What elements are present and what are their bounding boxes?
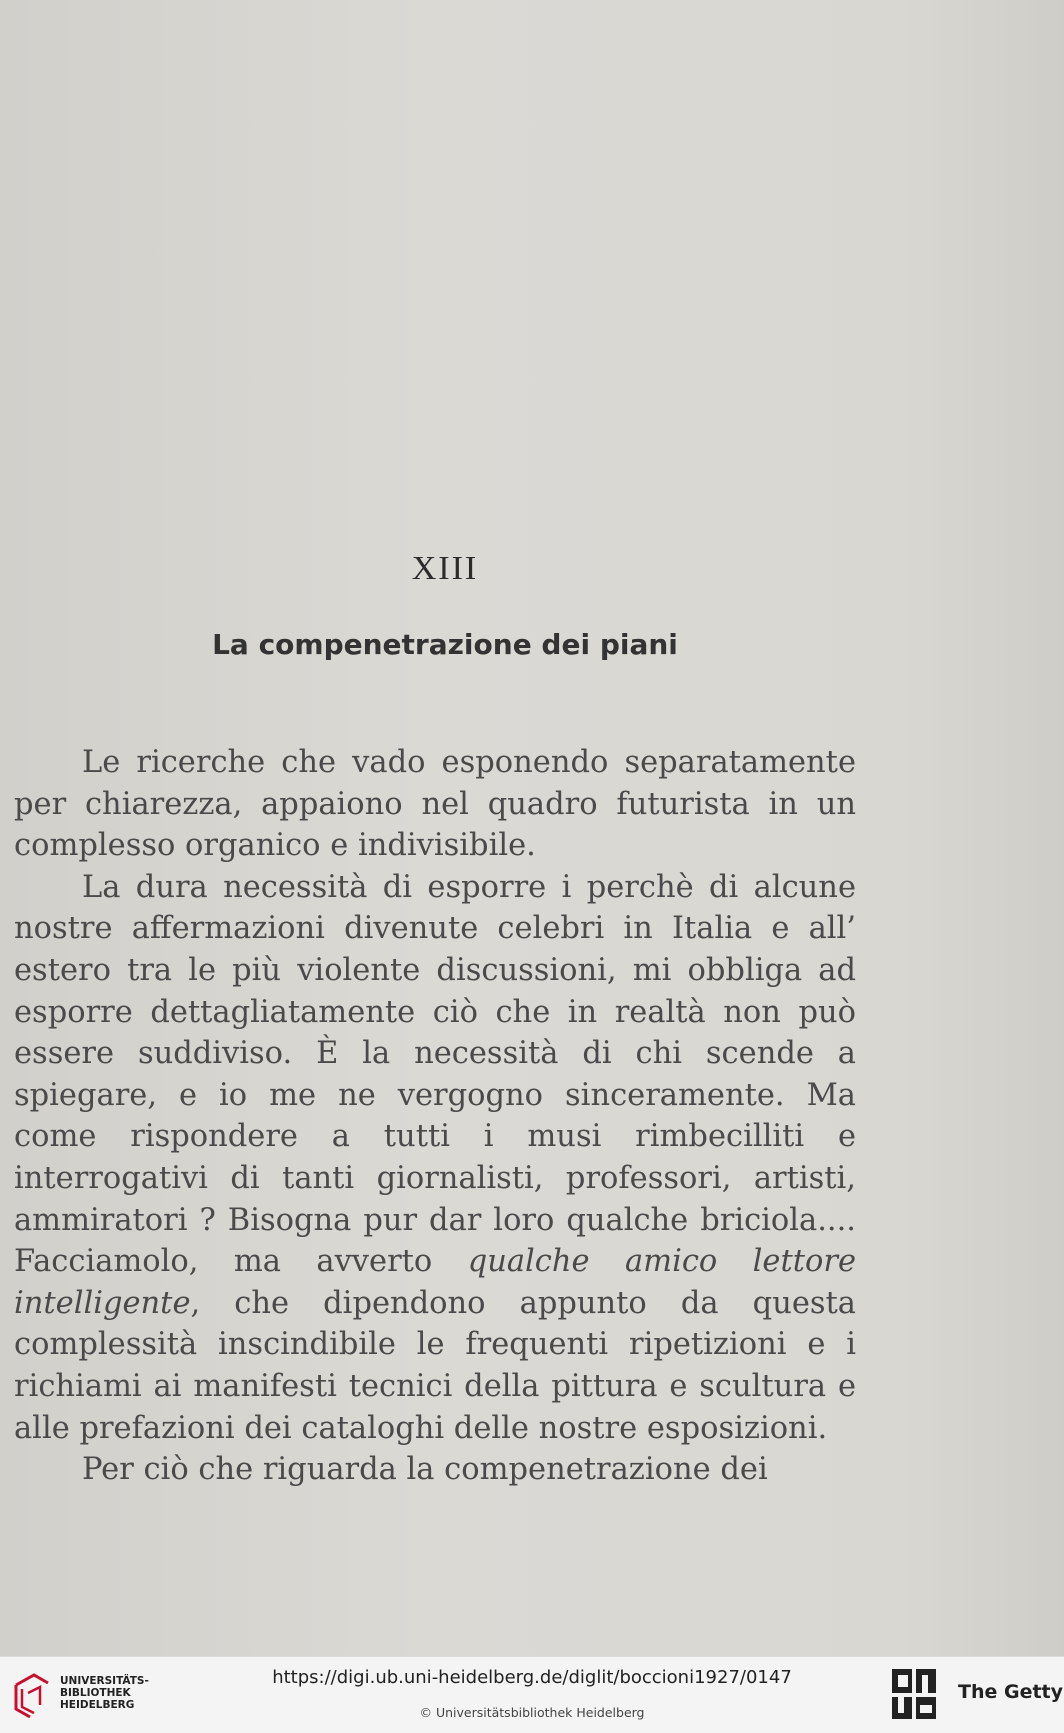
footer-bar	[0, 1656, 1064, 1733]
paragraph-3: Per ciò che riguarda la compenetrazione dei	[82, 1452, 768, 1488]
permalink-url[interactable]: https://digi.ub.uni-heidelberg.de/diglit/boccioni1927/0147	[272, 1667, 792, 1688]
paragraph-1: Le ricerche che vado esponendo separatamente per chiarezza, appaiono nel quadro futurista in un complesso organico e indivisibile.	[14, 745, 856, 864]
paragraph-2	[14, 867, 856, 1449]
getty-name: The Getty	[958, 1681, 1064, 1703]
body-text	[14, 742, 856, 1491]
chapter-number: XIII	[411, 550, 479, 587]
copyright-text: © Universitätsbibliothek Heidelberg	[419, 1705, 645, 1720]
chapter-title: La compenetrazione dei piani	[212, 628, 678, 661]
paragraph-2-before: La dura necessità di esporre i perchè di alcune nostre affermazioni divenute celebri in Italia e all’ estero tra le più violente discussioni, mi obbliga ad esporre dettagliatamente ciò che in realtà non può essere suddiviso. È la necessità di chi scende a spiegare, e io me ne vergogno sinceramente. Ma come rispondere a tutti i musi rimbecilliti e interrogativi di tanti giornalisti, professori, artisti, ammiratori ? Bisogna pur dar loro qualche briciola.... Facciamolo, ma avverto	[14, 869, 856, 1280]
paragraph-2-emphasis: qualche amico lettore intelligente	[14, 1244, 856, 1321]
library-name: UNIVERSITÄTS- BIBLIOTHEK HEIDELBERG	[60, 1675, 149, 1711]
paragraph-2-after: , che dipendono appunto da questa complessità inscindibile le frequenti ripetizioni e i richiami ai manifesti tecnici della pittura e scultura e alle prefazioni dei cataloghi delle nostre esposizioni.	[14, 1285, 856, 1446]
getty-logo-icon	[890, 1667, 940, 1723]
